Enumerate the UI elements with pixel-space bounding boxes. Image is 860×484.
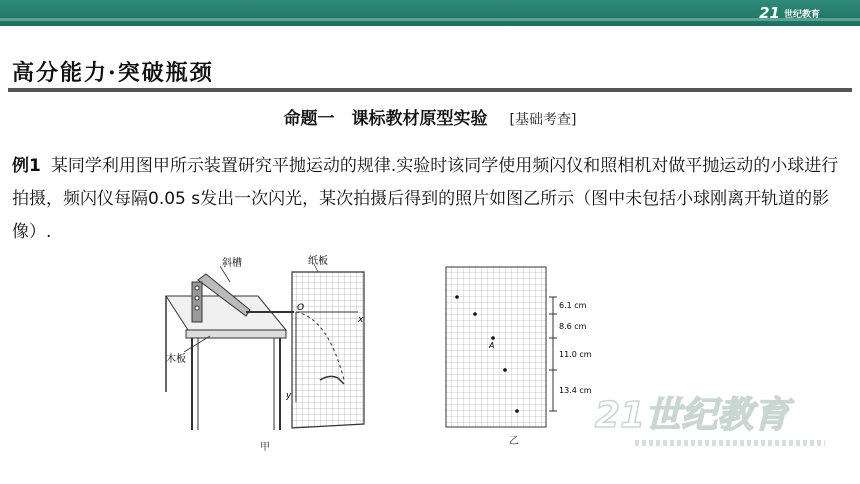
logo-text: 世纪教育 xyxy=(783,9,820,20)
banner-highlight xyxy=(0,18,860,21)
photo-grid xyxy=(446,267,546,427)
example-paragraph xyxy=(12,150,846,249)
label-board: 木板 xyxy=(166,354,186,365)
ball-image-5 xyxy=(515,409,519,413)
top-banner xyxy=(0,0,860,26)
ball-image-2 xyxy=(473,312,477,316)
subtitle xyxy=(0,104,860,129)
caption-figure-b: 乙 xyxy=(509,436,519,447)
ball-image-4 xyxy=(503,368,507,372)
paper-board xyxy=(292,272,364,428)
label-chute: 斜槽 xyxy=(222,258,242,269)
interval-2: 8.6 cm xyxy=(559,322,587,331)
example-body: 某同学利用图甲所示装置研究平抛运动的规律.实验时该同学使用频闪仪和照相机对做平抛运动的小球进行拍摄，频闪仪每隔0.05 s发出一次闪光，某次拍摄后得到的照片如图乙所示（图中未包括小球刚离开轨道的影像）. xyxy=(12,156,839,242)
ball-image-3 xyxy=(491,336,495,340)
caption-figure-a: 甲 xyxy=(260,442,270,453)
label-x: x xyxy=(358,315,364,325)
label-origin: O xyxy=(297,303,305,313)
section-title: 高分能力·突破瓶颈 xyxy=(12,60,214,86)
interval-4: 13.4 cm xyxy=(559,386,592,395)
watermark-logo xyxy=(575,385,845,455)
logo-mark: 21 xyxy=(759,4,780,22)
watermark-text: 21世纪教育 xyxy=(595,395,790,436)
label-y: y xyxy=(286,391,292,401)
section-rule xyxy=(8,88,852,92)
interval-3: 11.0 cm xyxy=(559,350,592,359)
subtitle-text: 命题一 课标教材原型实验 xyxy=(283,109,488,129)
label-paper: 纸板 xyxy=(308,256,328,267)
example-label: 例1 xyxy=(12,156,41,176)
subtitle-tag: [基础考查] xyxy=(509,112,577,128)
ball-image-1 xyxy=(455,295,459,299)
label-mark: A xyxy=(489,341,495,350)
figure-apparatus xyxy=(158,252,398,452)
interval-1: 6.1 cm xyxy=(559,301,587,310)
brand-logo xyxy=(759,3,820,23)
